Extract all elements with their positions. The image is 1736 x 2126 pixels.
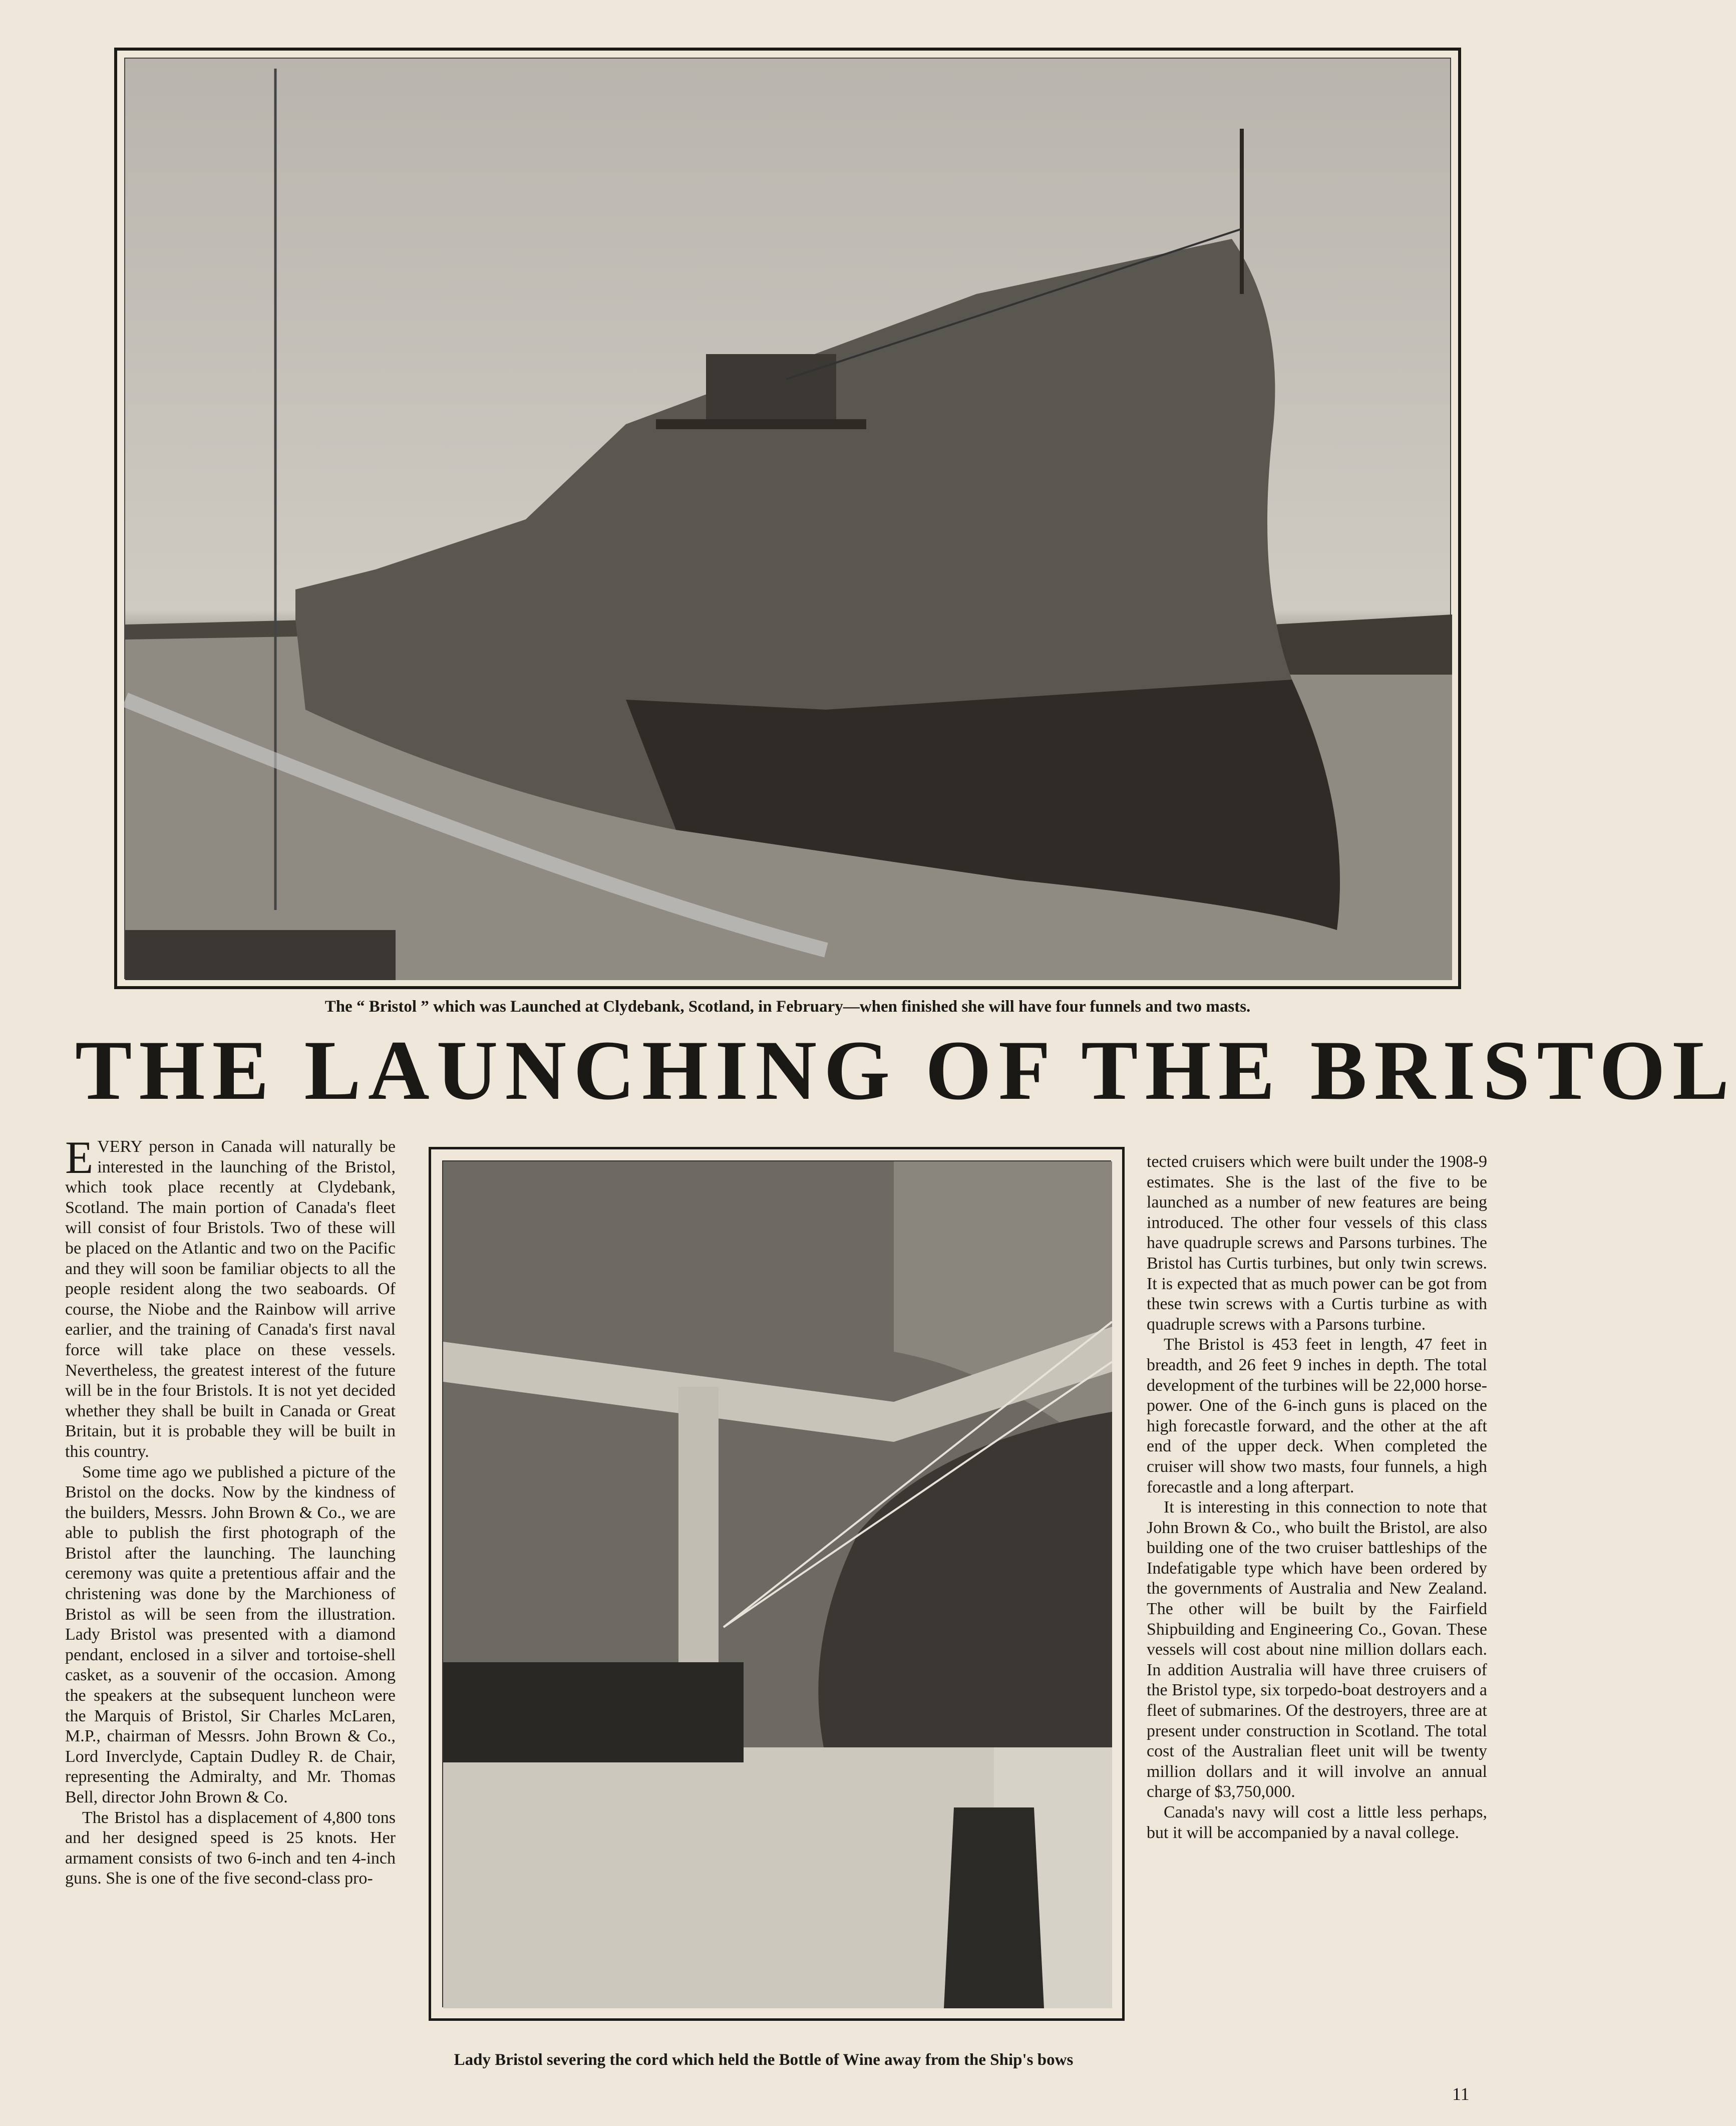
christening-photo-frame xyxy=(429,1147,1125,2021)
ship-launch-photo xyxy=(124,58,1451,979)
ship-launch-photo-frame xyxy=(114,48,1461,989)
top-photo-caption: The “ Bristol ” which was Launched at Clydebank, Scotland, in February—when finished she will have four funnels and two masts. xyxy=(324,998,1251,1016)
paragraph: The Bristol is 453 feet in length, 47 feet in breadth, and 26 feet 9 inches in depth. The total development of the turbines will be 22,000 horse-power. One of the 6-inch guns is placed on the high forecastle forward, and the other at the aft end of the upper deck. When completed the cruiser will show two masts, four funnels, a high forecastle and a long afterpart. xyxy=(1147,1335,1487,1496)
drop-cap: E xyxy=(65,1132,94,1183)
paragraph: It is interesting in this connection to note that John Brown & Co., who built the Bristol, are also building one of the two cruiser battleships of the Indefatigable type which have been ordered by the governments of Australia and New Zealand. The other will be built by the Fairfield Shipbuilding and Engineering Co., Govan. These vessels will cost about nine million dollars each. In addition Australia will have three cruisers of the Bristol type, six torpedo-boat destroyers and a fleet of submarines. Of the destroyers, three are at present under construction in Scotland. The total cost of the Australian fleet unit will be twenty million dollars and it will involve an annual charge of $3,750,000. xyxy=(1147,1498,1487,1801)
christening-scene-illustration xyxy=(443,1161,1112,2008)
right-text-column xyxy=(1147,1152,1487,1843)
left-text-column xyxy=(65,1132,396,1889)
paragraph-text: VERY person in Canada will naturally be interested in the launching of the Bristol, which took place recently at Clydebank, Scotland. The main portion of Canada's fleet will consist of four Bristols. Two of these will be placed on the Atlantic and two on the Pacific and they will soon be familiar objects to all the people resident along the two seaboards. Of course, the Niobe and the Rainbow will arrive earlier, and the training of Canada's first naval force will take place on these vessels. Nevertheless, the greatest interest of the future will be in the four Bristols. It is not yet decided whether they shall be built in Canada or Great Britain, but it is probable they will be built in this country. xyxy=(65,1137,396,1461)
article-title: THE LAUNCHING OF THE BRISTOL xyxy=(75,1023,1736,1117)
christening-photo xyxy=(442,1160,1111,2007)
paragraph: Some time ago we published a picture of the Bristol on the docks. Now by the kindness of the builders, Messrs. John Brown & Co., we are able to publish the first photograph of the Bristol after the launching. The launching ceremony was quite a pretentious affair and the christening was done by the Marchioness of Bristol as will be seen from the illustration. Lady Bristol was presented with a diamond pendant, enclosed in a silver and tortoise-shell casket, as a souvenir of the occasion. Among the speakers at the subsequent luncheon were the Marquis of Bristol, Sir Charles McLaren, M.P., chairman of Messrs. John Brown & Co., Lord Inverclyde, Captain Dudley R. de Chair, representing the Admiralty, and Mr. Thomas Bell, director John Brown & Co. xyxy=(65,1462,396,1806)
paragraph: The Bristol has a displacement of 4,800 tons and her designed speed is 25 knots. Her armament consists of two 6-inch and ten 4-inch guns. She is one of the five second-class pro- xyxy=(65,1808,396,1888)
christening-photo-caption: Lady Bristol severing the cord which held the Bottle of Wine away from the Ship's bows xyxy=(454,2051,1074,2069)
paragraph: Canada's navy will cost a little less perhaps, but it will be accompanied by a naval college. xyxy=(1147,1803,1487,1842)
ship-hull-illustration xyxy=(125,59,1452,980)
paragraph xyxy=(65,1132,396,1462)
page-number: 11 xyxy=(1452,2084,1470,2104)
paragraph: tected cruisers which were built under the 1908-9 estimates. She is the last of the five to be launched as a number of new features are being introduced. The other four vessels of this class have quadruple screws and Parsons turbines. The Bristol has Curtis turbines, but only twin screws. It is expected that as much power can be got from these twin screws with a Curtis turbine as with quadruple screws with a Parsons turbine. xyxy=(1147,1152,1487,1334)
